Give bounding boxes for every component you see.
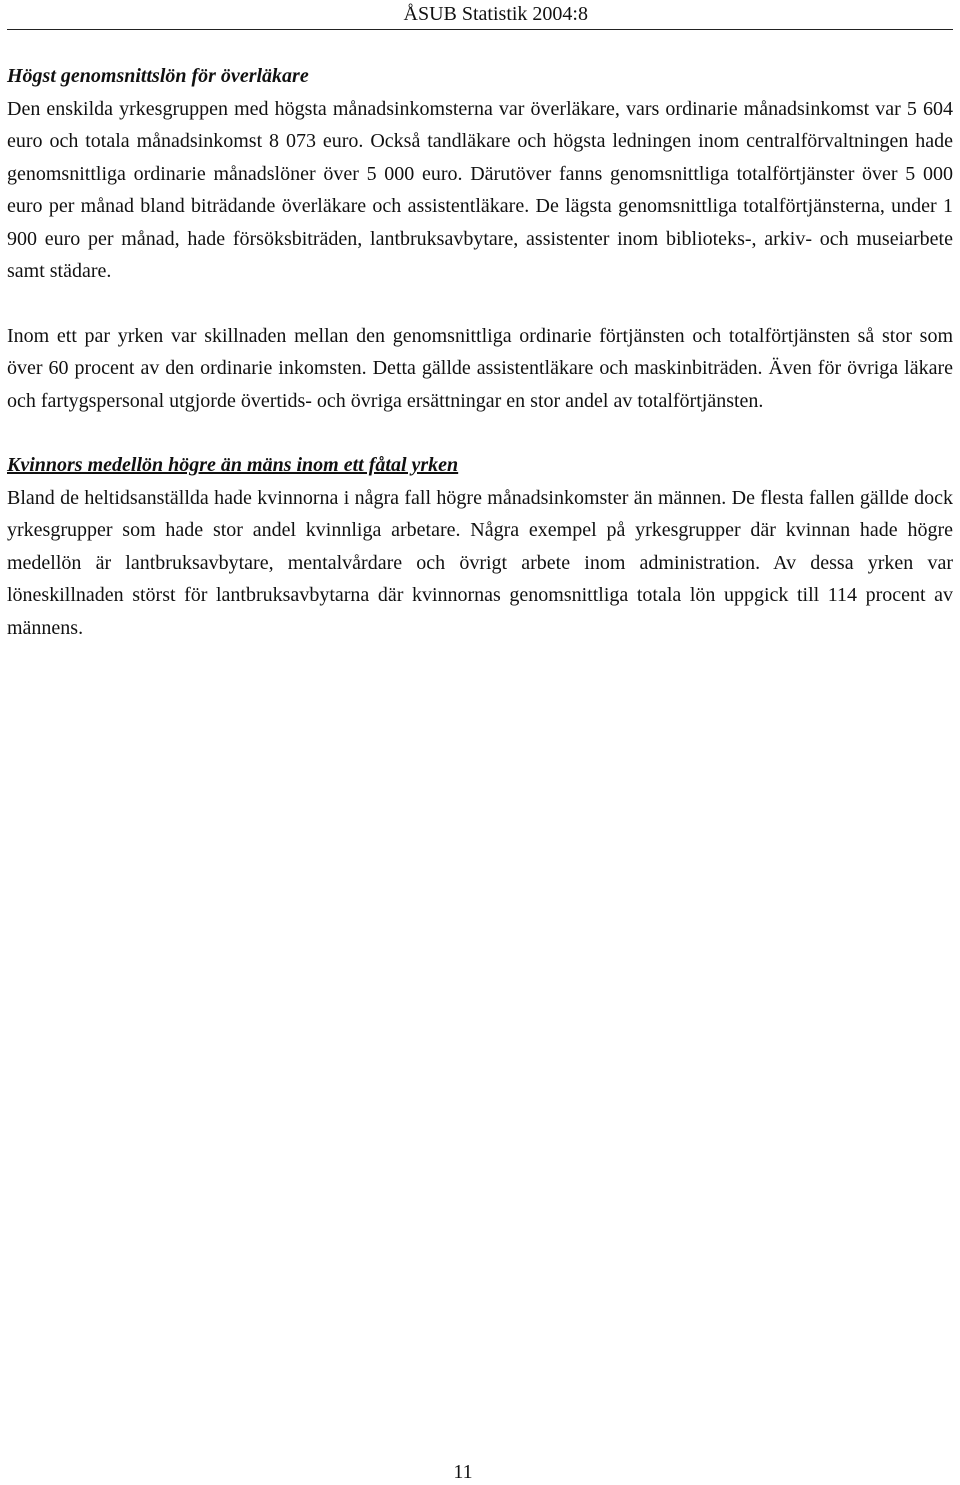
document-header-title: ÅSUB Statistik 2004:8 (403, 3, 588, 25)
paragraph-women-salary: Bland de heltidsanställda hade kvinnorna i några fall högre månadsinkomster än männen. De flesta fallen gällde dock yrkesgrupper som hade stor andel kvinnliga arbetare. Några exempel på yrkesgrupper där kvinnan hade högre medellön är lantbruksavbytare, mentalvårdare och övrigt arbete inom administration. Av dessa yrken var löneskillnaden störst för lantbruksavbytarna där kvinnornas genomsnittliga totala lön uppgick till 114 procent av männens. (7, 486, 953, 639)
section-heading-women-salary: Kvinnors medellön högre än mäns inom ett fåtal yrken (7, 454, 459, 476)
paragraph-salary-differences: Inom ett par yrken var skillnaden mellan den genomsnittliga ordinarie förtjänsten och totalförtjänsten så stor som över 60 procent av den ordinarie inkomsten. Detta gällde assistentläkare och maskinbiträden. Även för övriga läkare och fartygspersonal utgjorde övertids- och övriga ersättningar en stor andel av totalförtjänsten. (7, 324, 953, 412)
page-number: 11 (453, 1461, 473, 1483)
paragraph-highest-salary: Den enskilda yrkesgruppen med högsta månadsinkomsterna var överläkare, vars ordinarie månadsinkomst var 5 604 euro och totala månadsinkomst 8 073 euro. Också tandläkare och högsta ledningen inom centralförvaltningen hade genomsnittliga ordinarie månadslöner över 5 000 euro. Därutöver fanns genomsnittliga totalförtjänster över 5 000 euro per månad bland biträdande överläkare och assistentläkare. De lägsta genomsnittliga totalförtjänsterna, under 1 900 euro per månad, hade försöksbiträden, lantbruksavbytare, assistenter inom biblioteks-, arkiv- och museiarbete samt städare. (7, 97, 953, 282)
header-divider (7, 29, 953, 30)
section-heading-highest-salary: Högst genomsnittslön för överläkare (7, 65, 309, 87)
document-body (7, 60, 953, 644)
